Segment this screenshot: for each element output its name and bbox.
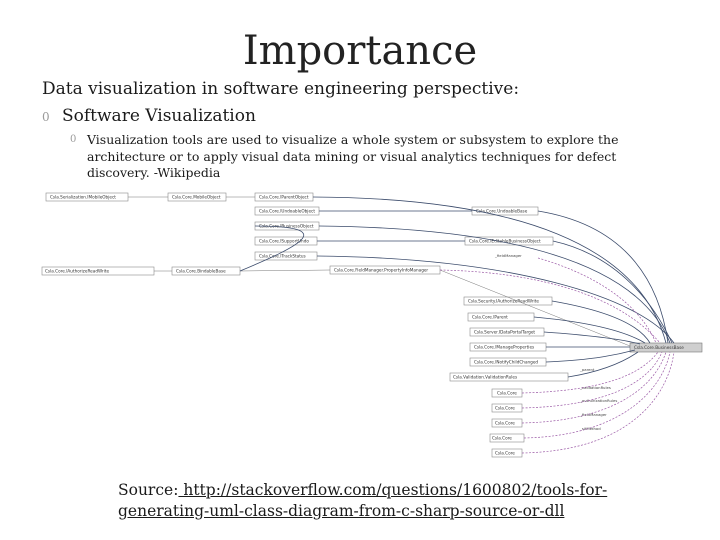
svg-text:Csla.Core: Csla.Core (495, 420, 515, 426)
slide-title: Importance (242, 28, 478, 74)
diagram-node (42, 267, 154, 275)
svg-text:_fieldManager: _fieldManager (580, 412, 607, 417)
bullet-level-2-text: Visualization tools are used to visualize a whole system or subsystem to explore the architecture or to apply visual data mining or visual analytics techniques for defect discovery. -Wikipedia (87, 132, 619, 180)
bullet-level-1 (42, 105, 256, 128)
diagram-node (465, 237, 553, 245)
svg-text:_fieldManager: _fieldManager (495, 253, 522, 258)
svg-text:Csla.Core.ITrackStatus: Csla.Core.ITrackStatus (259, 253, 306, 259)
svg-text:Csla.Core: Csla.Core (495, 450, 515, 456)
source-citation (118, 480, 678, 522)
diagram-node (468, 313, 534, 321)
svg-text:_sitMethod: _sitMethod (580, 426, 601, 431)
diagram-node (492, 404, 522, 412)
intro-text: Data visualization in software engineering perspective: (42, 79, 520, 99)
svg-text:Csla.Core.FieldManager.Propert: Csla.Core.FieldManager.PropertyInfoManager (334, 267, 429, 273)
svg-text:Csla.Core.IParent: Csla.Core.IParent (472, 314, 508, 320)
diagram-node (492, 449, 522, 457)
svg-text:_parent: _parent (580, 367, 595, 372)
svg-text:Csla.Core.IEditableBusinessObj: Csla.Core.IEditableBusinessObject (469, 238, 541, 244)
svg-text:Csla.Security.IAuthorizeReadWr: Csla.Security.IAuthorizeReadWrite (468, 298, 539, 304)
svg-text:Csla.Core: Csla.Core (497, 390, 517, 396)
diagram-node (490, 434, 524, 442)
svg-text:Csla.Core.IBusinessObject: Csla.Core.IBusinessObject (259, 223, 314, 229)
diagram-node (330, 266, 440, 274)
diagram-node (492, 419, 522, 427)
svg-text:Csla.Server.IDataPortalTarget: Csla.Server.IDataPortalTarget (474, 329, 536, 335)
svg-text:Csla.Core.BindableBase: Csla.Core.BindableBase (176, 268, 226, 274)
svg-text:Csla.Core.IManageProperties: Csla.Core.IManageProperties (474, 344, 535, 350)
diagram-node (492, 389, 522, 397)
svg-text:Csla.Core.IUndoableObject: Csla.Core.IUndoableObject (259, 208, 315, 214)
diagram-node (470, 343, 546, 351)
svg-text:Csla.Core: Csla.Core (492, 435, 512, 441)
bullet-level-2 (70, 132, 630, 182)
svg-text:Csla.Core: Csla.Core (495, 405, 515, 411)
diagram-node (46, 193, 128, 201)
bullet-level-1-text: Software Visualization (62, 106, 256, 126)
diagram-node (472, 207, 538, 215)
bullet-marker: 0 (70, 134, 77, 145)
diagram-node (470, 328, 544, 336)
diagram-node (470, 358, 546, 366)
diagram-node-business-base (630, 343, 702, 352)
source-link[interactable]: http://stackoverflow.com/questions/1600802/tools-for-generating-uml-class-diagram-from-c-sharp-source-or-dll (118, 481, 608, 520)
svg-text:Csla.Core.ISupportUndo: Csla.Core.ISupportUndo (259, 238, 309, 244)
diagram-node (450, 373, 568, 381)
source-label: Source: (118, 481, 179, 499)
diagram-node (255, 252, 317, 260)
diagram-node (464, 297, 552, 305)
svg-text:_validationRules: _validationRules (580, 385, 611, 390)
svg-text:Csla.Validation.ValidationRule: Csla.Validation.ValidationRules (453, 374, 518, 380)
diagram-node (255, 207, 319, 215)
svg-text:Csla.Core.IAuthorizeReadWrite: Csla.Core.IAuthorizeReadWrite (45, 268, 110, 274)
bullet-marker: 0 (42, 110, 50, 124)
svg-text:Csla.Core.MobileObject: Csla.Core.MobileObject (172, 194, 221, 200)
diagram-node (172, 267, 240, 275)
svg-text:Csla.Core.INotifyChildChanged: Csla.Core.INotifyChildChanged (474, 359, 539, 365)
svg-text:Csla.Core.BusinessBase: Csla.Core.BusinessBase (634, 345, 684, 350)
class-diagram-image (40, 186, 720, 466)
svg-text:Csla.Serialization.IMobileObje: Csla.Serialization.IMobileObject (50, 194, 116, 200)
diagram-node (255, 193, 313, 201)
diagram-node (255, 237, 317, 245)
diagram-node (168, 193, 226, 201)
svg-text:Csla.Core.IParentObject: Csla.Core.IParentObject (259, 194, 309, 200)
svg-text:Csla.Core.UndoableBase: Csla.Core.UndoableBase (476, 208, 528, 214)
svg-text:_authorizationRules: _authorizationRules (580, 398, 618, 403)
